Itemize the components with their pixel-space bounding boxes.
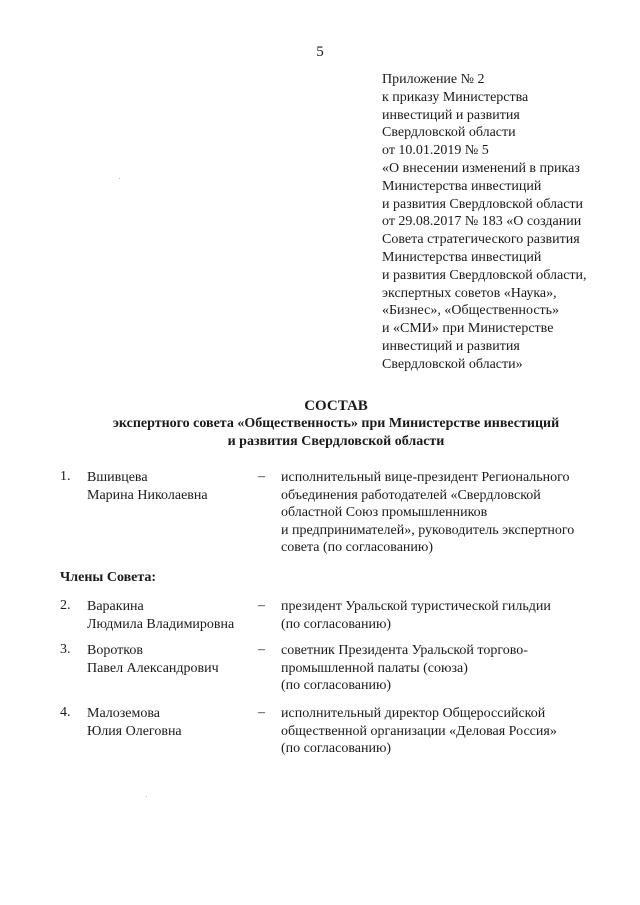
members-heading: Члены Совета: [60, 570, 157, 585]
name-line: Варакина [87, 599, 144, 614]
appendix-line: экспертных советов «Наука», [382, 285, 557, 301]
appendix-line: от 10.01.2019 № 5 [382, 143, 489, 159]
entry-number: 4. [60, 705, 71, 720]
document-subtitle-line-2: и развития Свердловской области [227, 434, 445, 449]
entry-description [281, 705, 621, 758]
desc-line: совета (по согласованию) [281, 540, 434, 555]
desc-line: объединения работодателей «Свердловской [281, 487, 541, 503]
entry-name [87, 598, 267, 633]
entry-name [87, 705, 267, 740]
desc-line: промышленной палаты (союза) [281, 660, 468, 676]
appendix-line: и развития Свердловской области [382, 196, 584, 212]
appendix-line: Приложение № 2 [382, 72, 485, 87]
appendix-line: инвестиций и развития [382, 107, 520, 123]
desc-line: общественной организации «Деловая Россия» [281, 723, 557, 739]
desc-line: исполнительный вице-президент Регионального [281, 470, 570, 485]
appendix-line: Свердловской области» [382, 356, 523, 372]
name-line: Вшивцева [87, 470, 148, 485]
appendix-line: Министерства инвестиций [382, 249, 542, 265]
name-line: Малоземова [87, 706, 161, 721]
desc-line: областной Союз промышленников [281, 505, 488, 520]
appendix-line: от 29.08.2017 № 183 «О создании [382, 214, 582, 230]
desc-line: (по согласованию) [281, 678, 392, 693]
appendix-line: к приказу Министерства [382, 89, 529, 105]
entry-description [281, 469, 621, 557]
name-line: Павел Александрович [87, 660, 219, 676]
name-line: Марина Николаевна [87, 487, 208, 503]
entry-description [281, 642, 621, 695]
entry-dash: – [258, 705, 265, 720]
name-line: Воротков [87, 643, 143, 658]
appendix-line: Свердловской области [382, 125, 516, 141]
entry-name [87, 469, 267, 504]
appendix-line: инвестиций и развития [382, 338, 520, 354]
desc-line: президент Уральской туристической гильдии [281, 599, 551, 614]
page-number: 5 [316, 44, 324, 60]
entry-number: 3. [60, 642, 71, 657]
name-line: Юлия Олеговна [87, 723, 182, 739]
desc-line: и предпринимателей», руководитель экспертного [281, 522, 575, 538]
desc-line: (по согласованию) [281, 616, 392, 632]
entry-dash: – [258, 598, 265, 613]
entry-dash: – [258, 642, 265, 657]
appendix-line: Министерства инвестиций [382, 178, 542, 194]
appendix-block [382, 71, 632, 374]
entry-number: 1. [60, 469, 71, 484]
document-title: СОСТАВ [304, 398, 368, 414]
document-heading [0, 397, 640, 451]
scan-speck [119, 178, 120, 179]
entry-number: 2. [60, 598, 71, 613]
appendix-line: и «СМИ» при Министерстве [382, 321, 554, 337]
scan-speck [146, 796, 147, 797]
entry-name [87, 642, 267, 677]
desc-line: (по согласованию) [281, 741, 392, 756]
document-subtitle-line-1: экспертного совета «Общественность» при Министерстве инвестиций [112, 416, 560, 431]
appendix-line: «Бизнес», «Общественность» [382, 303, 560, 319]
name-line: Людмила Владимировна [87, 616, 235, 632]
entry-description [281, 598, 621, 633]
appendix-line: «О внесении изменений в приказ [382, 160, 580, 176]
entry-dash: – [258, 469, 265, 484]
desc-line: советник Президента Уральской торгово- [281, 643, 528, 658]
appendix-line: и развития Свердловской области, [382, 267, 587, 283]
desc-line: исполнительный директор Общероссийской [281, 706, 546, 721]
appendix-line: Совета стратегического развития [382, 232, 580, 248]
